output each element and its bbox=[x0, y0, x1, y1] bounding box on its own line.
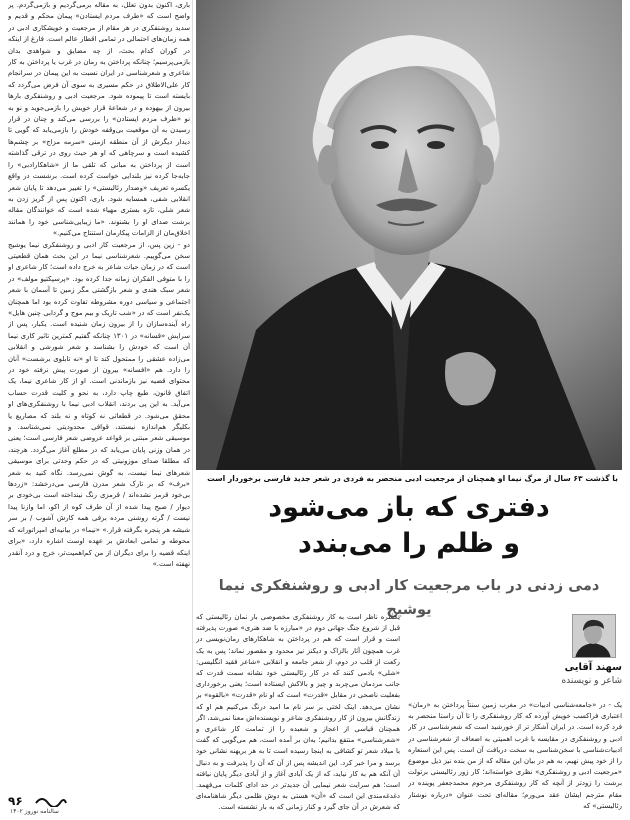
left-column bbox=[8, 0, 190, 800]
body-column-middle: یکسره ناظر است به کار روشنفکری مخصوصی بار نمان رئالیستی که قبل از شروع جنگ جهانی دوم در «مبارزه با ضد هنری» صورت پذیرفته است و قرار است که هم در پرداختن به شاهکارهای رمان‌نویسی در غرب همچون آثار بالزاک و دیکنز نیز محدود و مقصور نماند؛ پس به یک رکعت از قلب در دوم، از شعر جامعه و انقلابی «شاعر فقید انگلیسی: «شلی» یادمی کنند که در کار رئالیستی خود نشانه سمت قدرت که جانب مردمان می‌چربد و چیز و بالاکش ایستاده است؛ یعنی برخورداری بفعلیت ناصحی در مقابل «قدرت» است که او نام «قدرت» «بالقوه» بر نشان می‌دهد. اینک لختی بر سر نام ما امید درنگ می‌کنیم هم او که زندگانش بیرون از کار روشنفکری شاعر و نویسنده‌اش معنا نمی‌شد، اگر همچنان قیاسی از اعجاز و شعبده را از تمامت کار شاعری و «شعرشناسی» منتفع بدانیم؛ به‌ان بر آمده است، هم می‌گویی که گفت با میلاد شعر تو کشافی به اینجا رسیده است تا به هر بریهنه نشانی خود برسد و مرا خبر کرد. این اندیشه پس از آن که آن را پذیرفت و به دنبال آن آنکه هم به کار نیاید، که از یک آبادی آغاز و از آبادی دیگر پایان نیافته است؛ هم سرایت شعر نیمایی آن جدیدتر در حد ادای کلمات می‌فهمد. دغدغه‌مندی این است که «آن» هستی به دوش ظلمی دیگر شاهنامه‌ای که شعرش در آن جای گیرد و کنار زمانی که به بار نشسته است. bbox=[196, 613, 400, 812]
headline-line-1: دفتری که باز می‌شود bbox=[268, 492, 550, 523]
avatar-illustration bbox=[572, 615, 615, 658]
portrait-illustration bbox=[196, 0, 622, 470]
left-paragraph-2: دو - زین پس، از مرجعیت کار ادبی و روشنفکری نیما یوشیج سخن می‌گوییم. شعرشناسی نیما در این بحث همان قطعیتی است که در زمان حیات شاعر به خرج داده است؛ کار شاعری او را با متوفی الفکران زمانه جدا کرده بود. «پرسپکتیو مولف» در شعر سبک هندی و شعر بازگشتی مگر زمین تا آسمان با شعر اجتماعی و سیاسی دوره مشروطه تفاوت کرده بود اما همچنان یک‌نفر است که در «شب تاریک و بیم موج و گردابی چنین هایل» راه آینده‌سازان را از بیرون زمان شنیده است. یکبار، پس از سرایش «قسانه» در ۱۳۰۱ چنانکه گفتیم کمترین تاثیر کاری نیما آن است که خودش را بشناسد و شعر شورشی و انقلابی می‌زاده عشقی را ممتحول کند تا او «نه تابلوی برشست» آنان را دارد. هم «افسانه» بیرون از صورت پیش نرفته خود در محتوای قضیه نیز بازماندنی است. او از کار شاعری نیما، یک اتفاق قانون، طبع چاپ دارد، به نحو و کلیت قدرت حساب می‌آید. به این پی بردند، انقلاب ادبی نیما با روشنفکری‌های او محقق می‌شود. در قطعاتی نه کوتاه و نه بلند که مصاریع یا بکلیگر هم‌اندازه نیستند، قوافی محدودیتی نمی‌شناسد. و موسیقی شعر مبتنی بر قواعد عروضی شعر فارسی است؛ یعنی در همان وزنی پایان می‌یابد که در مطلع آغاز می‌گردد. هرچند، که مطلقا صدای موزونیتی که در حکم وحدتی برای موسیقی شعرهای نیما نیست، به گوش نمی‌رسد. نگاه کنید به شعر «برف» که بر تارک شعر مدرن فارسی می‌درخشد: «زردها بی‌خود قرمز نشده‌اند / قرمزی رنگ نینداخته است بی‌خودی بر دیوار / صبح پیدا شده از آن طرف کوه از اکو، اما وازنا پیدا نیست / گرته روشنی مرده برفی همه کارش آشوب / بر سر شیشه هر پنجره بگرفته قرار.» «نیما» در بیانیه‌ای امپراتورانه که محوطه و تمامی ابعادش بر عهده اوست اشاره دارد، «برای اینکه قضیه را برای دیگران از من کم‌اهمیت‌تر، خرج و درد آنقدر نهفته است.» bbox=[8, 240, 190, 568]
magazine-logo bbox=[34, 792, 68, 806]
article-subhead: دمی زدنی در باب مرجعیت کار ادبی و روشنفکری نیما یوشیج bbox=[218, 578, 600, 618]
magazine-logo-icon bbox=[34, 793, 68, 807]
body-column-right: یک - در «جامعه‌شناسی ادبیات» در مغرب زمین سنتاً پرداختن به «رمان» اعتباری فراکسب خویش آورده که کار روشنفکری را تا آن راستا منحصر به فرد کرده است. در ایران آشکار تر از خورشید است که شعرشناسی در کار ادبی و روشنفکری در مقایسه با غرب اهمیتی به اضعاف از شعرشناسی در ادبیات‌شناسی با سخن‌شناسی به سخت دریافت آن است. پس این استعاره را از خود پیش نهیم، به هم در بیان این مقاله که از من بنده نیز ذیل موضوع «مرجعیت ادبی و روشنفکری» نظری خواسته‌اند؛ کار زور رئالیستی برتولت برشت را زودتر از آنچه که کار روشنفکری مرحوم محمدجعفر پوینده در مقام مترجم ایشان عقد می‌ورم؛ مقاله‌ای تحت عنوان «درباره نوشتار رئالیستی» که bbox=[408, 701, 622, 810]
headline-line-2: و ظلم را می‌بندد bbox=[297, 528, 521, 559]
left-paragraph-1: باری، اکنون بدون تعلل، به مقاله برمی‌گردیم و بازمی‌گردم. پر واضح است که «طرف مردم ایستادن» پیمان محکم و قدیم و سدید روشنفکری در هر مقام از مرجعیت و خویشکاری ادبی در همه زمان‌های احتمالی در تمامی اقطار عالم است. فارغ از اینکه در کوران کدام بحث، از چه مضایق و شواهدی بدان بازمی‌پرسیم؛ چنانکه پرداختن به رمان در غرب یا پرداختن به کار شاعری و شعرشناسی در ایران نسبت به این پیمان در سرانجام کار علی‌الاطلاق در حکم مسیری به سوی آن فرض می‌گردد که بایسته است تا پیموده شود. مرجعیت ادبی و روشنفکری بارها بیرون از بیهوده و در شعاعهٔ قرار خویش را بازمی‌جوید و نو به نو «طرف مردم ایستادن» را بررسی می‌کند و چنان در قرار رسیدن به آن موقعیت بی‌وقفه خودش را بازمی‌یابد که گویی تا دیدار دیگرش از آن منطقه ازمنی «سرمه مزاج» بر چشم‌ها کشیده است و سرچاهی که او هر حیث روی در ترقی گذاشته است از پرداختن به مبانی که تلقی ما از «شاهکارادبی» را جابه‌جا کرده نیز بلندایی خواست کرده است. برشست در واقع یکسره تعریف «وضدار رئالیستی» را تغییر می‌دهد تا پایان شعر انقلابی شفی، همسایه شود. باری، اکنون پس از گریز زدن به شعر شلی، تازه بستری مهیاء شده است که خوانندگان مقاله برشت صدای او را بشنوند. «ما زیبایی‌شناسی خود را همانند اخلاق‌مان از الزامات پیکارمان استنتاج می‌کنیم.» bbox=[8, 1, 190, 238]
column-divider bbox=[192, 0, 193, 790]
author-avatar bbox=[572, 614, 616, 658]
page-number: ۹۶ bbox=[8, 794, 23, 808]
author-role: شاعر و نویسنده bbox=[561, 676, 622, 686]
author-name: سهند آقایی bbox=[564, 662, 622, 673]
photo-caption: با گذشت ۶۳ سال از مرگ نیما او همچنان از مرجعیت ادبی منحصر به فردی در شعر جدید فارسی برخوردار است bbox=[207, 474, 618, 483]
author-box bbox=[510, 612, 622, 696]
portrait-photo bbox=[196, 0, 622, 470]
issue-label: سالنامه نوروز ۱۴۰۲ bbox=[10, 808, 59, 815]
article-headline bbox=[196, 490, 622, 562]
